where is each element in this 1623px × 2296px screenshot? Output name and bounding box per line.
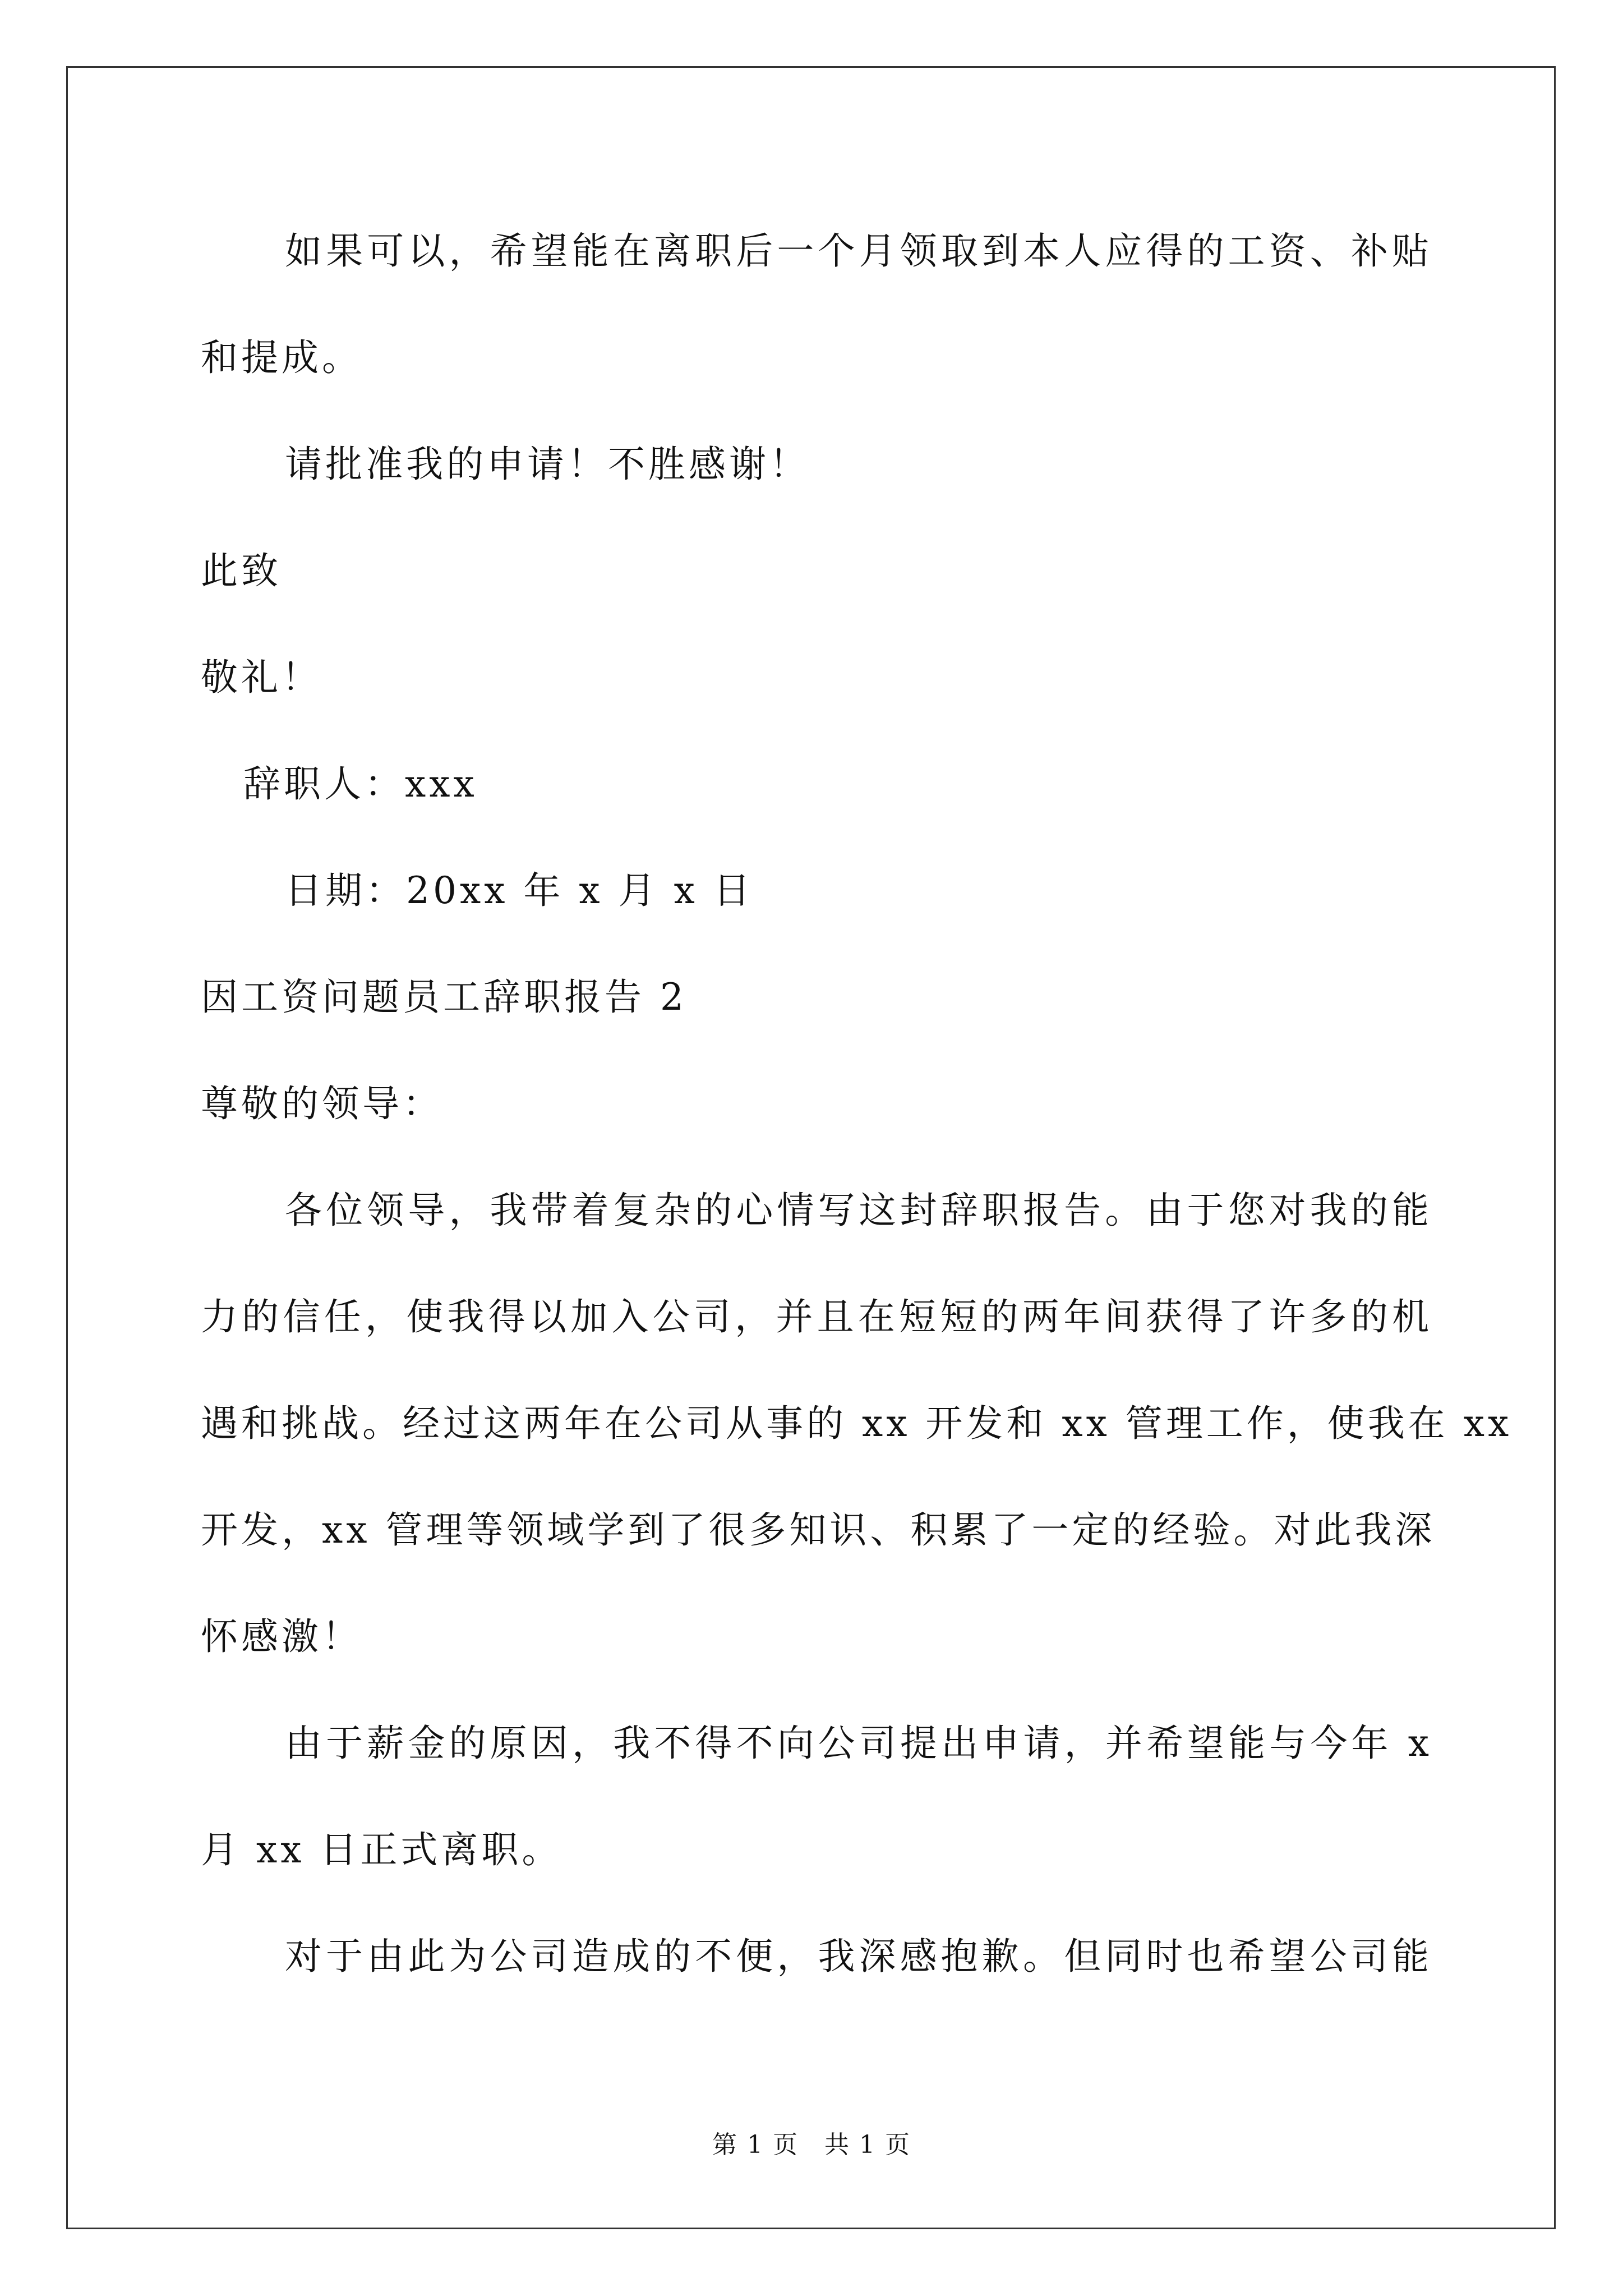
paragraph-line: 遇和挑战。经过这两年在公司从事的 xx 开发和 xx 管理工作，使我在 xx: [201, 1402, 1513, 1445]
paragraph-line: 请批准我的申请！不胜感谢！: [285, 443, 810, 486]
paragraph-line: 如果可以，希望能在离职后一个月领取到本人应得的工资、补贴: [285, 229, 1432, 273]
paragraph-line: 对于由此为公司造成的不便，我深感抱歉。但同时也希望公司能: [285, 1935, 1432, 1978]
closing-line: 敬礼！: [201, 656, 322, 699]
paragraph-line: 月 xx 日正式离职。: [201, 1828, 562, 1871]
salutation-line: 尊敬的领导：: [201, 1082, 443, 1125]
page-footer: 第 1 页 共 1 页: [712, 2131, 911, 2159]
paragraph-line: 怀感激！: [201, 1615, 362, 1658]
paragraph-line: 各位领导，我带着复杂的心情写这封辞职报告。由于您对我的能: [285, 1189, 1432, 1232]
paragraph-line: 由于薪金的原因，我不得不向公司提出申请，并希望能与今年 x: [285, 1722, 1432, 1765]
signer-line: 辞职人：xxx: [243, 762, 478, 806]
section-heading: 因工资问题员工辞职报告 2: [201, 976, 687, 1019]
paragraph-line: 开发，xx 管理等领域学到了很多知识、积累了一定的经验。对此我深: [201, 1508, 1436, 1552]
closing-line: 此致: [201, 549, 282, 592]
date-line: 日期：20xx 年 x 月 x 日: [285, 869, 754, 912]
page-frame: [66, 66, 1556, 2229]
paragraph-line: 力的信任，使我得以加入公司，并且在短短的两年间获得了许多的机: [201, 1295, 1432, 1338]
paragraph-line: 和提成。: [201, 336, 362, 379]
